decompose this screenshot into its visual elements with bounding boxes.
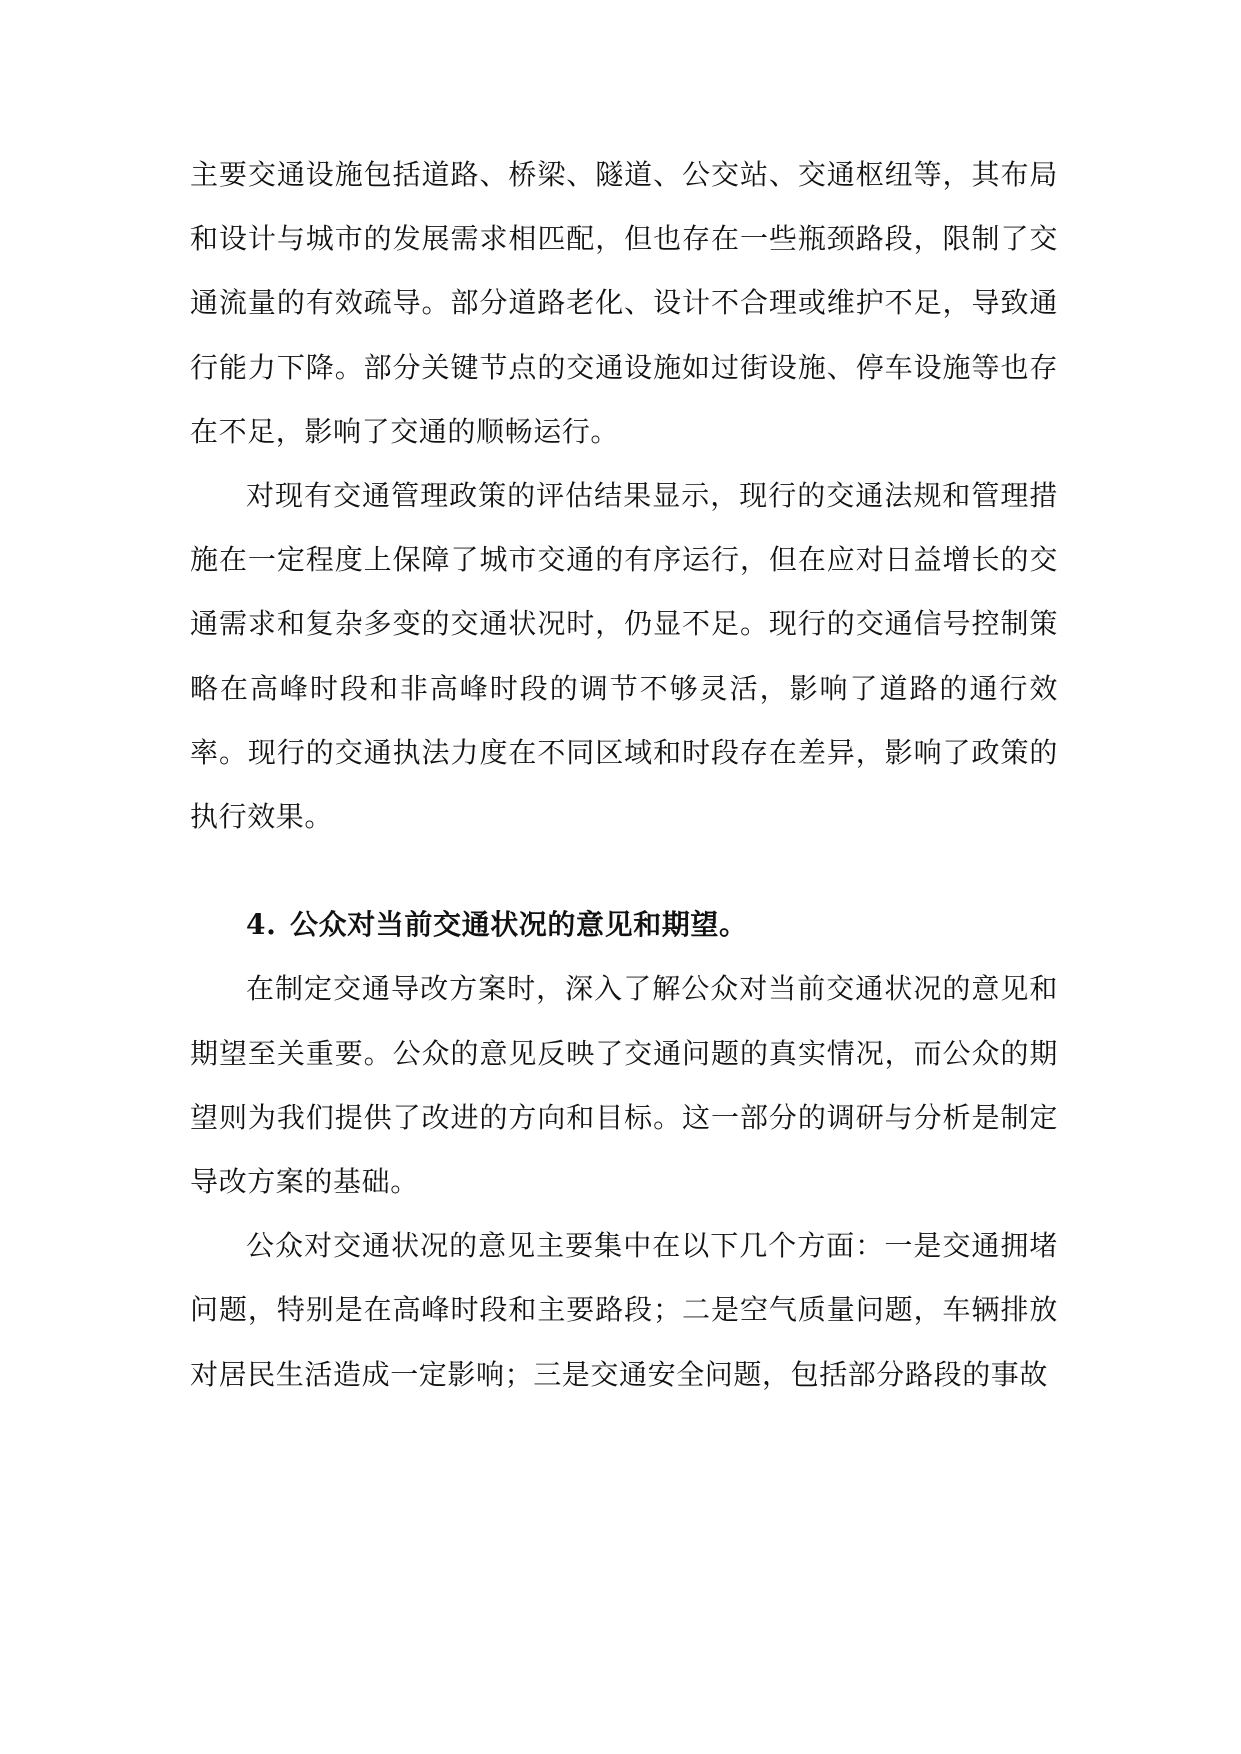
section-number: 4. xyxy=(246,908,277,942)
paragraph-public-opinion-intro: 在制定交通导改方案时，深入了解公众对当前交通状况的意见和期望至关重要。公众的意见反映了交通问题的真实情况，而公众的期望则为我们提供了改进的方向和目标。这一部分的调研与分析是制定导改方案的基础。 xyxy=(190,972,1058,1199)
paragraph-infrastructure: 主要交通设施包括道路、桥梁、隧道、公交站、交通枢纽等，其布局和设计与城市的发展需求相匹配，但也存在一些瓶颈路段，限制了交通流量的有效疏导。部分道路老化、设计不合理或维护不足，导致通行能力下降。部分关键节点的交通设施如过街设施、停车设施等也存在不足，影响了交通的顺畅运行。 xyxy=(190,158,1058,448)
section-spacer xyxy=(190,849,1058,893)
paragraph-policy-evaluation: 对现有交通管理政策的评估结果显示，现行的交通法规和管理措施在一定程度上保障了城市交通的有序运行，但在应对日益增长的交通需求和复杂多变的交通状况时，仍显不足。现行的交通信号控制策略在高峰时段和非高峰时段的调节不够灵活，影响了道路的通行效率。现行的交通执法力度在不同区域和时段存在差异，影响了政策的执行效果。 xyxy=(190,479,1058,834)
section-heading xyxy=(190,893,1058,957)
section-title: 公众对当前交通状况的意见和期望。 xyxy=(290,908,748,942)
paragraph-public-opinion-details: 公众对交通状况的意见主要集中在以下几个方面：一是交通拥堵问题，特别是在高峰时段和主要路段；二是空气质量问题，车辆排放对居民生活造成一定影响；三是交通安全问题，包括部分路段的事故 xyxy=(190,1229,1058,1391)
document-body xyxy=(190,143,1058,1407)
